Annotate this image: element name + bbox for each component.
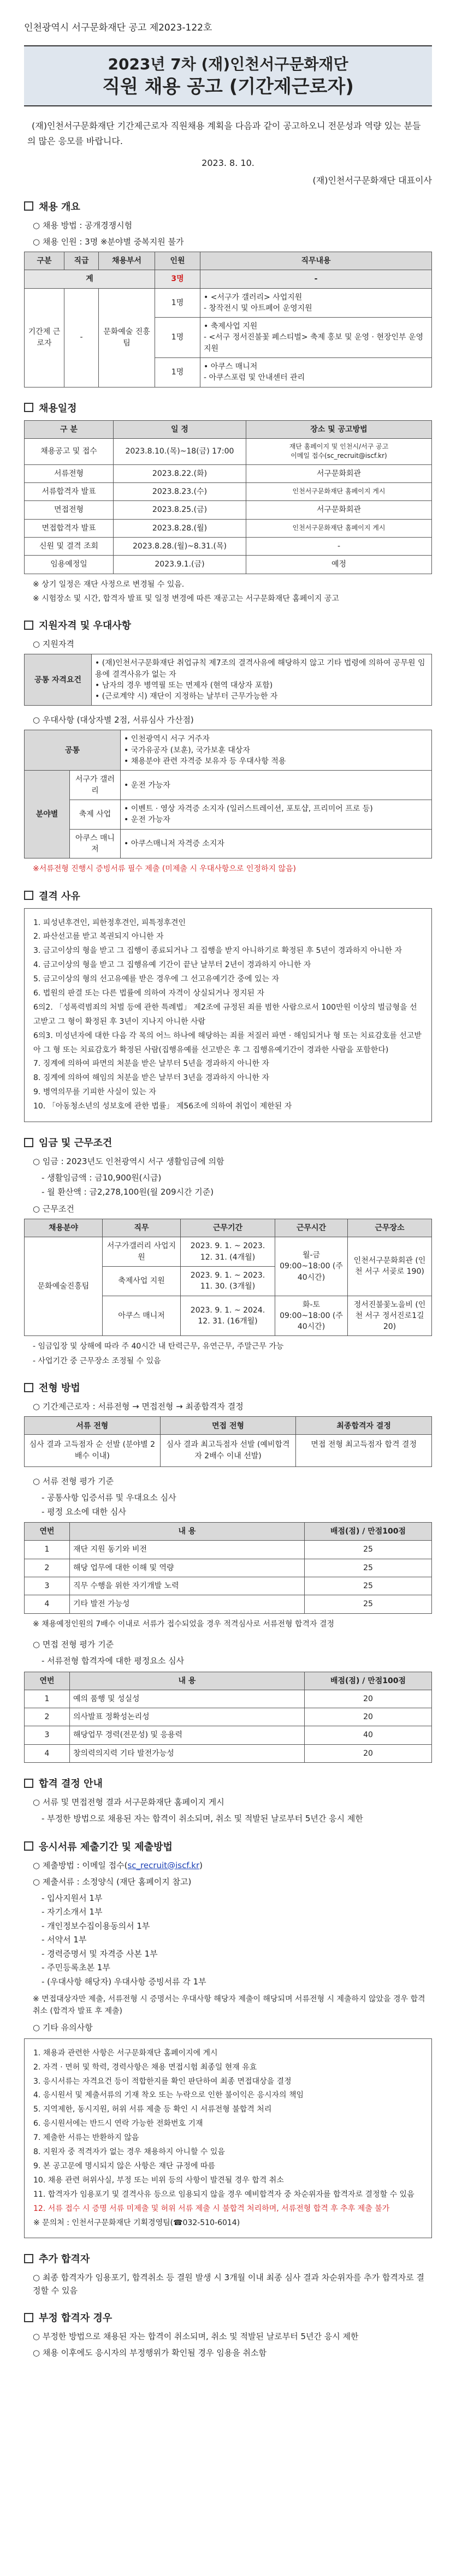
table-cell: 1명 [155, 358, 200, 387]
intro-org: (재)인천서구문화재단 대표이사 [312, 175, 432, 186]
table-cell: 20 [305, 1744, 432, 1762]
table-cell: 2023.8.28.(월) [114, 519, 246, 537]
table-cell: 1 [25, 1690, 70, 1708]
list-item: 6의2. 「성폭력범죄의 처벌 등에 관한 특례법」 제2조에 규정된 죄를 범한 사람으로서 100만원 이상의 벌금형을 선고받고 그 형이 확정된 후 3년이 지나지 아니한 사람 [33, 1003, 417, 1026]
table-cell: 예정 [246, 556, 432, 574]
doc-criteria-detail: - 공통사항 입증서류 및 우대요소 심사 [42, 1493, 176, 1503]
section-title-additional: 추가 합격자 [24, 2251, 432, 2265]
wage-detail: - 생활임금액 : 금10,900원(시급) [42, 1173, 162, 1183]
flow-step-title: 최종합격자 결정 [296, 1417, 431, 1435]
checkbox-icon [24, 891, 33, 900]
title-line-1: 2023년 7차 (재)인천서구문화재단 [108, 55, 348, 73]
table-cell: 화-토 09:00~18:00 (주 40시간) [275, 1296, 348, 1336]
table-header: 공통 [25, 730, 121, 771]
list-item: 10. 채용 관련 허위사실, 부정 또는 비위 등의 사항이 발견될 경우 합격 취소 [33, 2175, 284, 2185]
section-title-selection: 전형 방법 [24, 1380, 432, 1394]
table-header: 분야별 [25, 771, 70, 858]
list-item: 6. 응시원서에는 반드시 연락 가능한 전화번호 기재 [33, 2119, 203, 2128]
checkbox-icon [24, 1138, 33, 1147]
doc-criteria-table [24, 1522, 432, 1613]
preference-subtitle: ○ 우대사항 (대상자별 2점, 서류심사 가산점) [33, 715, 194, 725]
intro-date: 2023. 8. 10. [202, 157, 254, 168]
list-item: 2. 자격 · 면허 및 학력, 경력사항은 채용 면접시험 최종일 현재 유효 [33, 2062, 257, 2072]
table-cell: 축제 사업 [70, 800, 121, 829]
table-cell: 창의력의지력 기타 발전가능성 [70, 1744, 305, 1762]
table-cell: 서구문화회관 [246, 464, 432, 482]
table-cell: • 이벤트 · 영상 자격증 소지자 (일러스트레이션, 포토샵, 프리미어 프로 등) • 운전 가능자 [121, 800, 432, 829]
table-header: 연번 [25, 1672, 70, 1690]
checkbox-icon [24, 201, 33, 211]
table-header: 직무 [103, 1219, 181, 1237]
checkbox-icon [24, 1779, 33, 1788]
section-title-submission: 응시서류 제출기간 및 제출방법 [24, 1839, 432, 1853]
table-cell: 서구가갤러리 사업지원 [103, 1237, 181, 1267]
list-item: 7. 징계에 의하여 파면의 처분을 받은 날부터 5년을 경과하지 아니한 자 [33, 1059, 269, 1069]
checkbox-icon [24, 403, 33, 412]
table-cell: 2023.8.22.(화) [114, 464, 246, 482]
table-cell: 해당 업무에 대한 이해 및 역량 [70, 1559, 305, 1577]
table-cell: 해당업무 경력(전문성) 및 응용력 [70, 1726, 305, 1744]
table-cell: 40 [305, 1726, 432, 1744]
checkbox-icon [24, 2313, 33, 2322]
doc-criteria-note: ※ 채용예정인원의 7배수 이내로 서류가 접수되었을 경우 적격심사로 서류전형 합격자 결정 [33, 1619, 335, 1629]
table-cell: 정서진불꽃노을비 (인천 서구 정서진로1길 20) [348, 1296, 432, 1336]
table-cell: 직무 수행을 위한 자기개발 노력 [70, 1577, 305, 1595]
table-cell: 인천서구문화회관 (인천 서구 서곶로 190) [348, 1237, 432, 1296]
table-cell: 2023. 9. 1. ~ 2024. 12. 31. (16개월) [181, 1296, 275, 1336]
section-title-disqualification: 결격 사유 [24, 889, 432, 903]
fraud-line: ○ 채용 이후에도 응시자의 부정행위가 확인될 경우 임용을 취소함 [33, 2348, 267, 2358]
table-cell: 기간제 근로자 [25, 288, 64, 387]
table-cell: 25 [305, 1541, 432, 1559]
table-cell: 1명 [155, 288, 200, 318]
doc-item: - 경력증명서 및 자격증 사본 1부 [42, 1948, 158, 1959]
table-header: 인원 [155, 252, 200, 270]
table-header: 구 분 [25, 420, 114, 438]
flow-step-body: 심사 결과 최고득점자 선발 (예비합격자 2배수 이내 선발) [166, 1440, 290, 1461]
table-cell: • 아쿠스 매니저 - 아쿠스포럼 및 안내센터 관리 [200, 358, 432, 387]
list-item: 3. 응시서류는 자격요건 등이 적합한지를 확인 판단하여 최종 면접대상을 결정 [33, 2077, 292, 2086]
table-header: 근무시간 [275, 1219, 348, 1237]
list-item: 6의3. 미성년자에 대한 다음 각 목의 어느 하나에 해당하는 죄를 저질러 파면 · 해임되거나 형 또는 치료감호를 선고받아 그 형 또는 치료감호가 확정된 사람(집행유예를 선고받은 후 그 집행유예기간이 경과한 사람을 포함한다) [33, 1031, 422, 1054]
list-item: 5. 금고이상의 형의 선고유예를 받은 경우에 그 선고유예기간 중에 있는 자 [33, 975, 280, 984]
flow-step-title: 서류 전형 [25, 1417, 160, 1435]
section-title-fraud: 부정 합격자 경우 [24, 2310, 432, 2324]
table-cell: 문화예술진흥팀 [25, 1237, 103, 1336]
list-item: 6. 법원의 판결 또는 다른 법률에 의하여 자격이 상실되거나 정지된 자 [33, 989, 265, 998]
list-item: 2. 파산선고를 받고 복권되지 아니한 자 [33, 932, 164, 941]
qualification-table [24, 654, 432, 706]
list-item: 4. 응시원서 및 제출서류의 기재 착오 또는 누락으로 인한 불이익은 응시자의 책임 [33, 2091, 304, 2100]
checkbox-icon [24, 2254, 33, 2263]
checkbox-icon [24, 621, 33, 630]
etc-line: ○ 기타 유의사항 [33, 2022, 93, 2032]
wage-line: ○ 임금 : 2023년도 인천광역시 서구 생활임금에 의함 [33, 1156, 224, 1167]
overview-table [24, 252, 432, 387]
table-cell: • 운전 가능자 [121, 771, 432, 800]
doc-item: - 주민등록초본 1부 [42, 1963, 110, 1973]
table-cell: 1명 [155, 318, 200, 358]
list-item: 5. 지역제한, 동시지원, 허위 서류 제출 등 확인 시 서류전형 불합격 처리 [33, 2105, 272, 2114]
table-cell: 채용공고 및 접수 [25, 438, 114, 464]
list-item: 3. 금고이상의 형을 받고 그 집행이 종료되거나 그 집행을 받지 아니하기로 확정된 후 5년이 경과하지 아니한 자 [33, 946, 402, 956]
intro-text: (재)인천서구문화재단 기간제근로자 직원채용 계획을 다음과 같이 공고하오니 전문성과 역량 있는 분들의 많은 응모를 바랍니다. [27, 120, 421, 146]
table-cell: 4 [25, 1595, 70, 1613]
flow-step [161, 1417, 297, 1466]
list-item: 9. 본 공고문에 명시되지 않은 사항은 재단 규정에 따름 [33, 2161, 215, 2170]
result-line: ○ 서류 및 면접전형 결과 서구문화재단 홈페이지 게시 [33, 1797, 224, 1808]
result-line: - 부정한 방법으로 채용된 자는 합격이 취소되며, 취소 및 적발된 날로부터 5년간 응시 제한 [42, 1814, 363, 1824]
table-header: 직무내용 [200, 252, 432, 270]
schedule-note: ※ 시험장소 및 시간, 합격자 발표 및 일정 변경에 따른 재공고는 서구문화재단 홈페이지 공고 [33, 594, 339, 603]
section-title-wage: 임금 및 근무조건 [24, 1135, 432, 1149]
doc-item: - 입사지원서 1부 [42, 1893, 103, 1903]
table-cell: • 아쿠스매니저 자격증 소지자 [121, 829, 432, 858]
table-header: 채용분야 [25, 1219, 103, 1237]
table-cell: • 인천광역시 서구 거주자 • 국가유공자 (보훈), 국가보훈 대상자 • 채용분야 관련 자격증 보유자 등 우대사항 적용 [121, 730, 432, 771]
table-cell: 2023.8.10.(목)~18(금) 17:00 [114, 438, 246, 464]
table-cell: • (재)인천서구문화재단 취업규칙 제7조의 결격사유에 해당하지 않고 기타 법령에 의하여 공무원 임용에 결격사유가 없는 자 • 남자의 경우 병역필 또는 면제자 (현역 대상자 포함) • (근로계약 시) 재단이 지정하는 날부터 근무가능한 자 [92, 654, 432, 706]
table-cell: 25 [305, 1559, 432, 1577]
list-item: 1. 채용과 관련한 사항은 서구문화재단 홈페이지에 게시 [33, 2048, 218, 2058]
doc-item: - 서약서 1부 [42, 1935, 87, 1945]
table-header: 구분 [25, 252, 64, 270]
table-cell: 20 [305, 1690, 432, 1708]
table-cell: 1 [25, 1541, 70, 1559]
table-cell: • <서구가 갤러리> 사업지원 - 창작전시 및 아트페어 운영지원 [200, 288, 432, 318]
table-cell: 서구가 갤러리 [70, 771, 121, 800]
table-cell: 3 [25, 1726, 70, 1744]
qualification-subtitle: ○ 지원자격 [33, 639, 74, 649]
list-item: 1. 피성년후견인, 피한정후견인, 피특정후견인 [33, 918, 186, 927]
list-item: 7. 제출한 서류는 반환하지 않음 [33, 2133, 139, 2143]
preference-table [24, 730, 432, 858]
list-item: 8. 지원자 중 적격자가 없는 경우 채용하지 아니할 수 있음 [33, 2148, 225, 2157]
interview-criteria-table [24, 1672, 432, 1763]
interview-criteria-detail: - 서류전형 합격자에 대한 평정요소 심사 [42, 1656, 185, 1666]
disqualification-box [24, 908, 432, 1122]
email-link[interactable]: sc_recruit@iscf.kr [127, 1860, 200, 1870]
flow-step [296, 1417, 431, 1466]
table-cell: 2023.8.25.(금) [114, 501, 246, 519]
flow-step-body: 면접 전형 최고득점자 합격 결정 [311, 1440, 417, 1450]
notice-box [24, 2038, 432, 2239]
table-cell: 20 [305, 1708, 432, 1726]
list-item: 12. 서류 접수 시 증명 서류 미제출 및 허위 서류 제출 시 불합격 처리하며, 서류전형 합격 후 추후 제출 불가 [33, 2204, 390, 2213]
conditions-line: ○ 근무조건 [33, 1204, 74, 1214]
section-title-overview: 채용 개요 [24, 199, 432, 213]
doc-item: - 자기소개서 1부 [42, 1907, 103, 1917]
table-header: 내 용 [70, 1672, 305, 1690]
table-cell: 인천서구문화재단 홈페이지 게시 [246, 483, 432, 501]
table-header: 근무기간 [181, 1219, 275, 1237]
table-header: 배점(점) / 만점100점 [305, 1523, 432, 1541]
list-item: 4. 금고이상의 형을 받고 그 집행유예 기간이 끝난 날부터 2년이 경과하지 아니한 자 [33, 961, 311, 970]
hiring-method: ○ 채용 방법 : 공개경쟁시험 [33, 220, 133, 230]
table-header: 채용부서 [99, 252, 155, 270]
schedule-note: ※ 상기 일정은 재단 사정으로 변경될 수 있음. [33, 580, 185, 589]
table-cell: 면접전형 [25, 501, 114, 519]
contact-info: ※ 문의처 : 인천서구문화재단 기획경영팀(☎032-510-6014) [33, 2218, 240, 2227]
table-cell: 의사발표 정확성논리성 [70, 1708, 305, 1726]
table-cell: 25 [305, 1577, 432, 1595]
list-item: 10. 「아동청소년의 성보호에 관한 법률」 제56조에 의하여 취업이 제한된 자 [33, 1102, 292, 1111]
table-cell: - [246, 537, 432, 555]
checkbox-icon [24, 1383, 33, 1392]
table-cell: 임용예정일 [25, 556, 114, 574]
table-header: 배점(점) / 만점100점 [305, 1672, 432, 1690]
notice-number: 인천광역시 서구문화재단 공고 제2023-122호 [24, 22, 212, 33]
table-header: 장소 및 공고방법 [246, 420, 432, 438]
table-cell: 면접합격자 발표 [25, 519, 114, 537]
wage-detail: - 월 환산액 : 금2,278,100원(월 209시간 기준) [42, 1186, 214, 1197]
selection-flow [24, 1416, 432, 1467]
table-cell: 재단 지원 동기와 비전 [70, 1541, 305, 1559]
conditions-table [24, 1219, 432, 1336]
checkbox-icon [24, 1841, 33, 1851]
flow-step-body: 심사 결과 고득점자 순 선발 (분야별 2배수 이내) [29, 1440, 156, 1461]
list-item: 8. 징계에 의하여 해임의 처분을 받은 날부터 3년을 경과하지 아니한 자 [33, 1074, 269, 1083]
list-item: 11. 합격자가 임용포기 및 결격사유 등으로 임용되지 않을 경우 예비합격자 중 차순위자를 합격자로 결정할 수 있음 [33, 2190, 414, 2199]
table-cell: - [64, 288, 99, 387]
conditions-note: - 임금입장 및 상해에 따라 주 40시간 내 탄력근무, 유연근무, 주말근무 가능 [33, 1342, 284, 1351]
table-cell: 문화예술 진흥팀 [99, 288, 155, 387]
docs-note: ※ 면접대상자만 제출, 서류전형 시 증명서는 우대사항 해당자 제출이 해당되며 서류전형 시 제출하지 않았을 경우 합격 취소 (합격자 발표 후 제출) [33, 1995, 425, 2016]
doc-item: - 개인정보수집이용동의서 1부 [42, 1921, 150, 1931]
flow-step [25, 1417, 161, 1466]
table-cell: 인천서구문화재단 홈페이지 게시 [246, 519, 432, 537]
interview-criteria-line: ○ 면접 전형 평가 기준 [33, 1639, 114, 1650]
list-item: 9. 병역의무를 기피한 사실이 있는 자 [33, 1088, 156, 1097]
doc-criteria-line: ○ 서류 전형 평가 기준 [33, 1476, 114, 1487]
submission-method: ○ 제출방법 : 이메일 접수(sc_recruit@iscf.kr) [33, 1860, 203, 1870]
table-cell: 아쿠스 매니저 [70, 829, 121, 858]
table-cell: 2023.9.1.(금) [114, 556, 246, 574]
table-cell: 2023. 9. 1. ~ 2023. 12. 31. (4개월) [181, 1237, 275, 1267]
doc-item: - (우대사항 해당자) 우대사항 증빙서류 각 1부 [42, 1976, 206, 1987]
table-cell: 2023. 9. 1. ~ 2023. 11. 30. (3개월) [181, 1266, 275, 1296]
table-cell: 예의 품행 및 성실성 [70, 1690, 305, 1708]
table-header: 직급 [64, 252, 99, 270]
title-banner [24, 45, 432, 106]
table-cell: • 축제사업 지원 - <서구 정서진불꽃 페스티벌> 축제 홍보 및 운영 · 현장인부 운영지원 [200, 318, 432, 358]
table-cell: 월-금 09:00~18:00 (주 40시간) [275, 1237, 348, 1296]
table-cell: 서구문화회관 [246, 501, 432, 519]
table-header: 내 용 [70, 1523, 305, 1541]
table-header: 일 정 [114, 420, 246, 438]
table-cell: 3 [25, 1577, 70, 1595]
table-cell: 계 [25, 270, 155, 288]
table-header: 공통 자격요건 [25, 654, 92, 706]
preference-note: ※서류전형 진행시 증빙서류 필수 제출 (미제출 시 우대사항으로 인정하지 않음) [33, 864, 296, 874]
table-cell: 기타 발전 가능성 [70, 1595, 305, 1613]
table-cell: - [200, 270, 432, 288]
table-cell: 2023.8.23.(수) [114, 483, 246, 501]
fraud-line: ○ 부정한 방법으로 채용된 자는 합격이 취소되며, 취소 및 적발된 날로부터 5년간 응시 제한 [33, 2331, 359, 2342]
conditions-note: - 사업기간 중 근무장소 조정될 수 있음 [33, 1356, 161, 1365]
table-cell: 재단 홈페이지 및 인천시/서구 공고 이메일 접수(sc_recruit@iscf.kr) [246, 438, 432, 464]
section-title-qualification: 지원자격 및 우대사항 [24, 618, 432, 632]
section-title-schedule: 채용일정 [24, 401, 432, 415]
selection-line: ○ 기간제근로자 : 서류전형 → 면접전형 → 최종합격자 결정 [33, 1402, 244, 1412]
table-cell: 2 [25, 1708, 70, 1726]
hiring-count: ○ 채용 인원 : 3명 ※분야별 중복지원 불가 [33, 236, 184, 247]
table-cell: 25 [305, 1595, 432, 1613]
table-cell: 축제사업 지원 [103, 1266, 181, 1296]
doc-criteria-detail: - 평정 요소에 대한 심사 [42, 1506, 126, 1517]
table-cell: 3명 [155, 270, 200, 288]
additional-text: ○ 최종 합격자가 임용포기, 합격취소 등 결원 발생 시 3개월 이내 최종 심사 결과 차순위자를 추가 합격자로 결정할 수 있음 [33, 2273, 425, 2296]
table-cell: 신원 및 결격 조회 [25, 537, 114, 555]
table-cell: 4 [25, 1744, 70, 1762]
table-cell: 서류합격자 발표 [25, 483, 114, 501]
table-header: 근무장소 [348, 1219, 432, 1237]
table-cell: 2 [25, 1559, 70, 1577]
table-cell: 2023.8.28.(월)~8.31.(목) [114, 537, 246, 555]
title-line-2: 직원 채용 공고 (기간제근로자) [102, 75, 354, 98]
flow-step-title: 면접 전형 [161, 1417, 296, 1435]
table-cell: 서류전형 [25, 464, 114, 482]
schedule-table [24, 420, 432, 574]
submission-docs-line: ○ 제출서류 : 소정양식 (재단 홈페이지 참고) [33, 1876, 192, 1887]
section-title-result: 합격 결정 안내 [24, 1776, 432, 1790]
table-header: 연번 [25, 1523, 70, 1541]
table-cell: 아쿠스 매니저 [103, 1296, 181, 1336]
